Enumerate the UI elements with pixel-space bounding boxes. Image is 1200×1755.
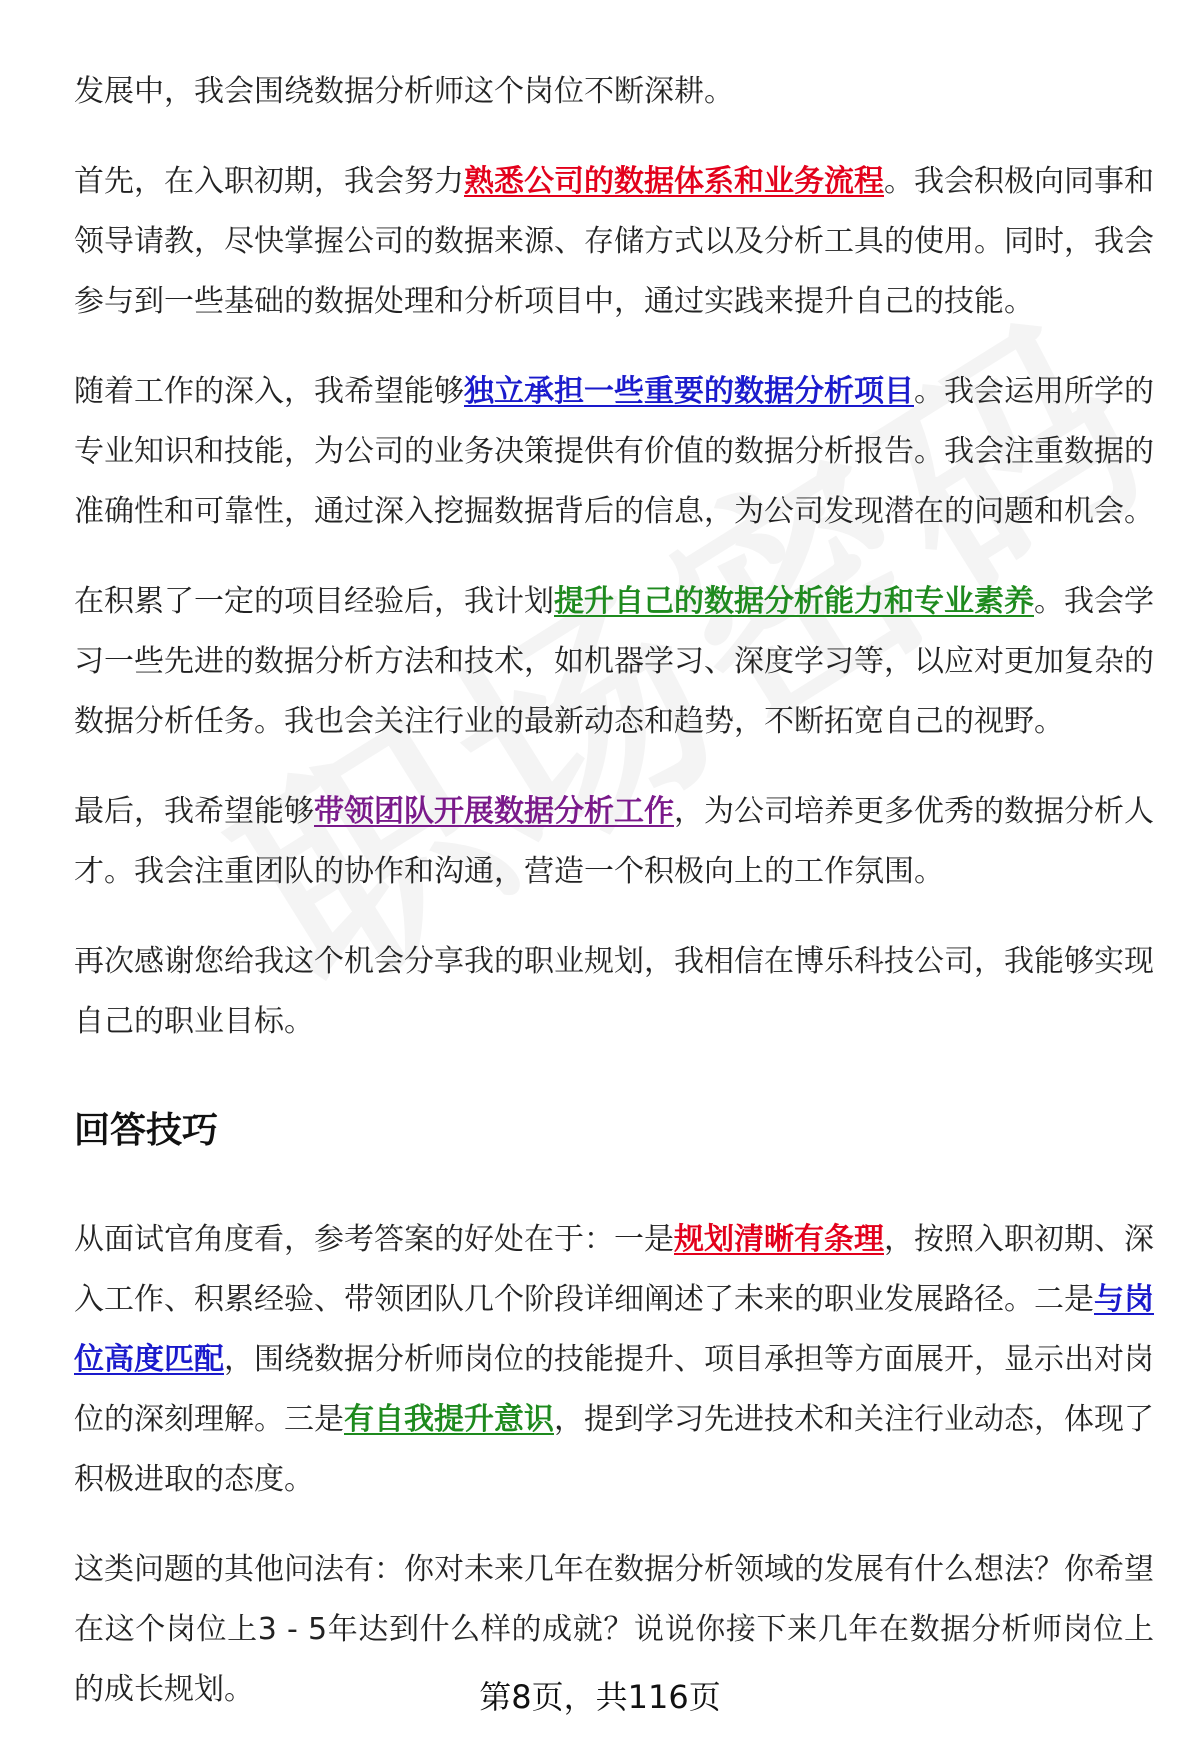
highlight-blue: 与岗位高度匹配: [74, 1282, 1154, 1377]
highlight-blue: 独立承担一些重要的数据分析项目: [464, 374, 914, 409]
paragraph-text: 首先，在入职初期，我会努力: [74, 164, 464, 199]
paragraph-text: ，围绕数据分析师岗位的技能提升、项目承担等方面展开，显示出对岗位的深刻理解。三是: [74, 1342, 1154, 1437]
paragraph-text: 随着工作的深入，我希望能够: [74, 374, 464, 409]
page-content: [74, 62, 1154, 1750]
highlight-green: 有自我提升意识: [344, 1402, 554, 1437]
highlight-red: 规划清晰有条理: [674, 1222, 884, 1257]
paragraph-text: 。我会运用所学的专业知识和技能，为公司的业务决策提供有价值的数据分析报告。我会注重数据的准确性和可靠性，通过深入挖掘数据背后的信息，为公司发现潜在的问题和机会。: [74, 374, 1154, 529]
paragraph-intro: 发展中，我会围绕数据分析师这个岗位不断深耕。: [74, 74, 734, 109]
highlight-green: 提升自己的数据分析能力和专业素养: [554, 584, 1034, 619]
paragraph-text: ，为公司培养更多优秀的数据分析人才。我会注重团队的协作和沟通，营造一个积极向上的工作氛围。: [74, 794, 1154, 889]
paragraph-tips: [74, 1210, 1154, 1510]
paragraph-text: 从面试官角度看，参考答案的好处在于：一是: [74, 1222, 674, 1257]
section-title: 回答技巧: [74, 1110, 219, 1151]
paragraph-stage-3: [74, 572, 1154, 752]
page-number: 第8页，共116页: [479, 1678, 721, 1716]
highlight-red: 熟悉公司的数据体系和业务流程: [464, 164, 884, 199]
paragraph-text: 。我会学习一些先进的数据分析方法和技术，如机器学习、深度学习等，以应对更加复杂的数据分析任务。我也会关注行业的最新动态和趋势，不断拓宽自己的视野。: [74, 584, 1154, 739]
highlight-purple: 带领团队开展数据分析工作: [314, 794, 674, 829]
paragraph-text: ，提到学习先进技术和关注行业动态，体现了积极进取的态度。: [74, 1402, 1154, 1497]
paragraph-stage-2: [74, 362, 1154, 542]
paragraph-text: 最后，我希望能够: [74, 794, 314, 829]
paragraph-text: ，按照入职初期、深入工作、积累经验、带领团队几个阶段详细阐述了未来的职业发展路径。二是: [74, 1222, 1154, 1317]
paragraph-text: 。我会积极向同事和领导请教，尽快掌握公司的数据来源、存储方式以及分析工具的使用。同时，我会参与到一些基础的数据处理和分析项目中，通过实践来提升自己的技能。: [74, 164, 1154, 319]
paragraph-stage-1: [74, 152, 1154, 332]
paragraph-stage-4: [74, 782, 1154, 902]
paragraph-closing: 再次感谢您给我这个机会分享我的职业规划，我相信在博乐科技公司，我能够实现自己的职业目标。: [74, 944, 1154, 1039]
paragraph-other-questions: 这类问题的其他问法有：你对未来几年在数据分析领域的发展有什么想法？你希望在这个岗位上3 - 5年达到什么样的成就？说说你接下来几年在数据分析师岗位上的成长规划。: [74, 1552, 1154, 1707]
paragraph-text: 在积累了一定的项目经验后，我计划: [74, 584, 554, 619]
